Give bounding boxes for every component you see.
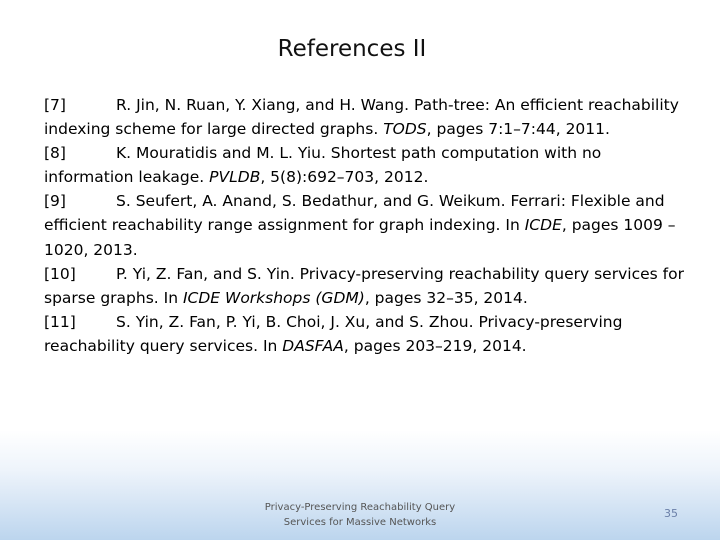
reference-details: , pages 7:1–7:44, 2011. xyxy=(426,120,610,139)
slide-title: References II xyxy=(277,36,427,62)
reference-text: S. Yin, Z. Fan, P. Yi, B. Choi, J. Xu, and S. Zhou. Privacy-preserving reachability query services. In xyxy=(44,312,623,355)
reference-text: R. Jin, N. Ruan, Y. Xiang, and H. Wang. Path-tree: An efficient reachability indexing scheme for large directed graphs. xyxy=(44,96,679,139)
reference-venue: ICDE Workshops (GDM) xyxy=(182,288,365,307)
reference-item xyxy=(44,310,694,358)
reference-text: P. Yi, Z. Fan, and S. Yin. Privacy-preserving reachability query services for sparse graphs. In xyxy=(44,264,684,307)
reference-text: S. Seufert, A. Anand, S. Bedathur, and G. Weikum. Ferrari: Flexible and efficient reachability range assignment for graph indexing. In xyxy=(44,192,665,235)
reference-item xyxy=(44,93,694,141)
reference-list xyxy=(44,93,694,358)
reference-venue: ICDE xyxy=(524,216,562,235)
reference-details: , 5(8):692–703, 2012. xyxy=(260,168,429,187)
reference-item xyxy=(44,262,694,310)
reference-venue: PVLDB xyxy=(209,168,261,187)
footer-line: Services for Massive Networks xyxy=(283,517,437,528)
reference-item xyxy=(44,189,694,261)
reference-text: K. Mouratidis and M. L. Yiu. Shortest path computation with no information leakage. xyxy=(44,144,602,187)
page-number: 35 xyxy=(664,507,678,520)
footer-line: Privacy-Preserving Reachability Query xyxy=(264,502,456,513)
reference-details: , pages 1009 –1020, 2013. xyxy=(44,216,676,259)
reference-number: [9] xyxy=(44,192,66,211)
reference-number: [8] xyxy=(44,144,66,163)
reference-item xyxy=(44,141,694,189)
reference-venue: TODS xyxy=(383,120,427,139)
reference-details: , pages 32–35, 2014. xyxy=(364,288,528,307)
reference-details: , pages 203–219, 2014. xyxy=(343,336,527,355)
reference-number: [7] xyxy=(44,96,66,114)
reference-number: [11] xyxy=(44,312,76,331)
reference-venue: DASFAA xyxy=(282,336,344,355)
footer-text xyxy=(255,500,465,530)
reference-number: [10] xyxy=(44,264,76,283)
